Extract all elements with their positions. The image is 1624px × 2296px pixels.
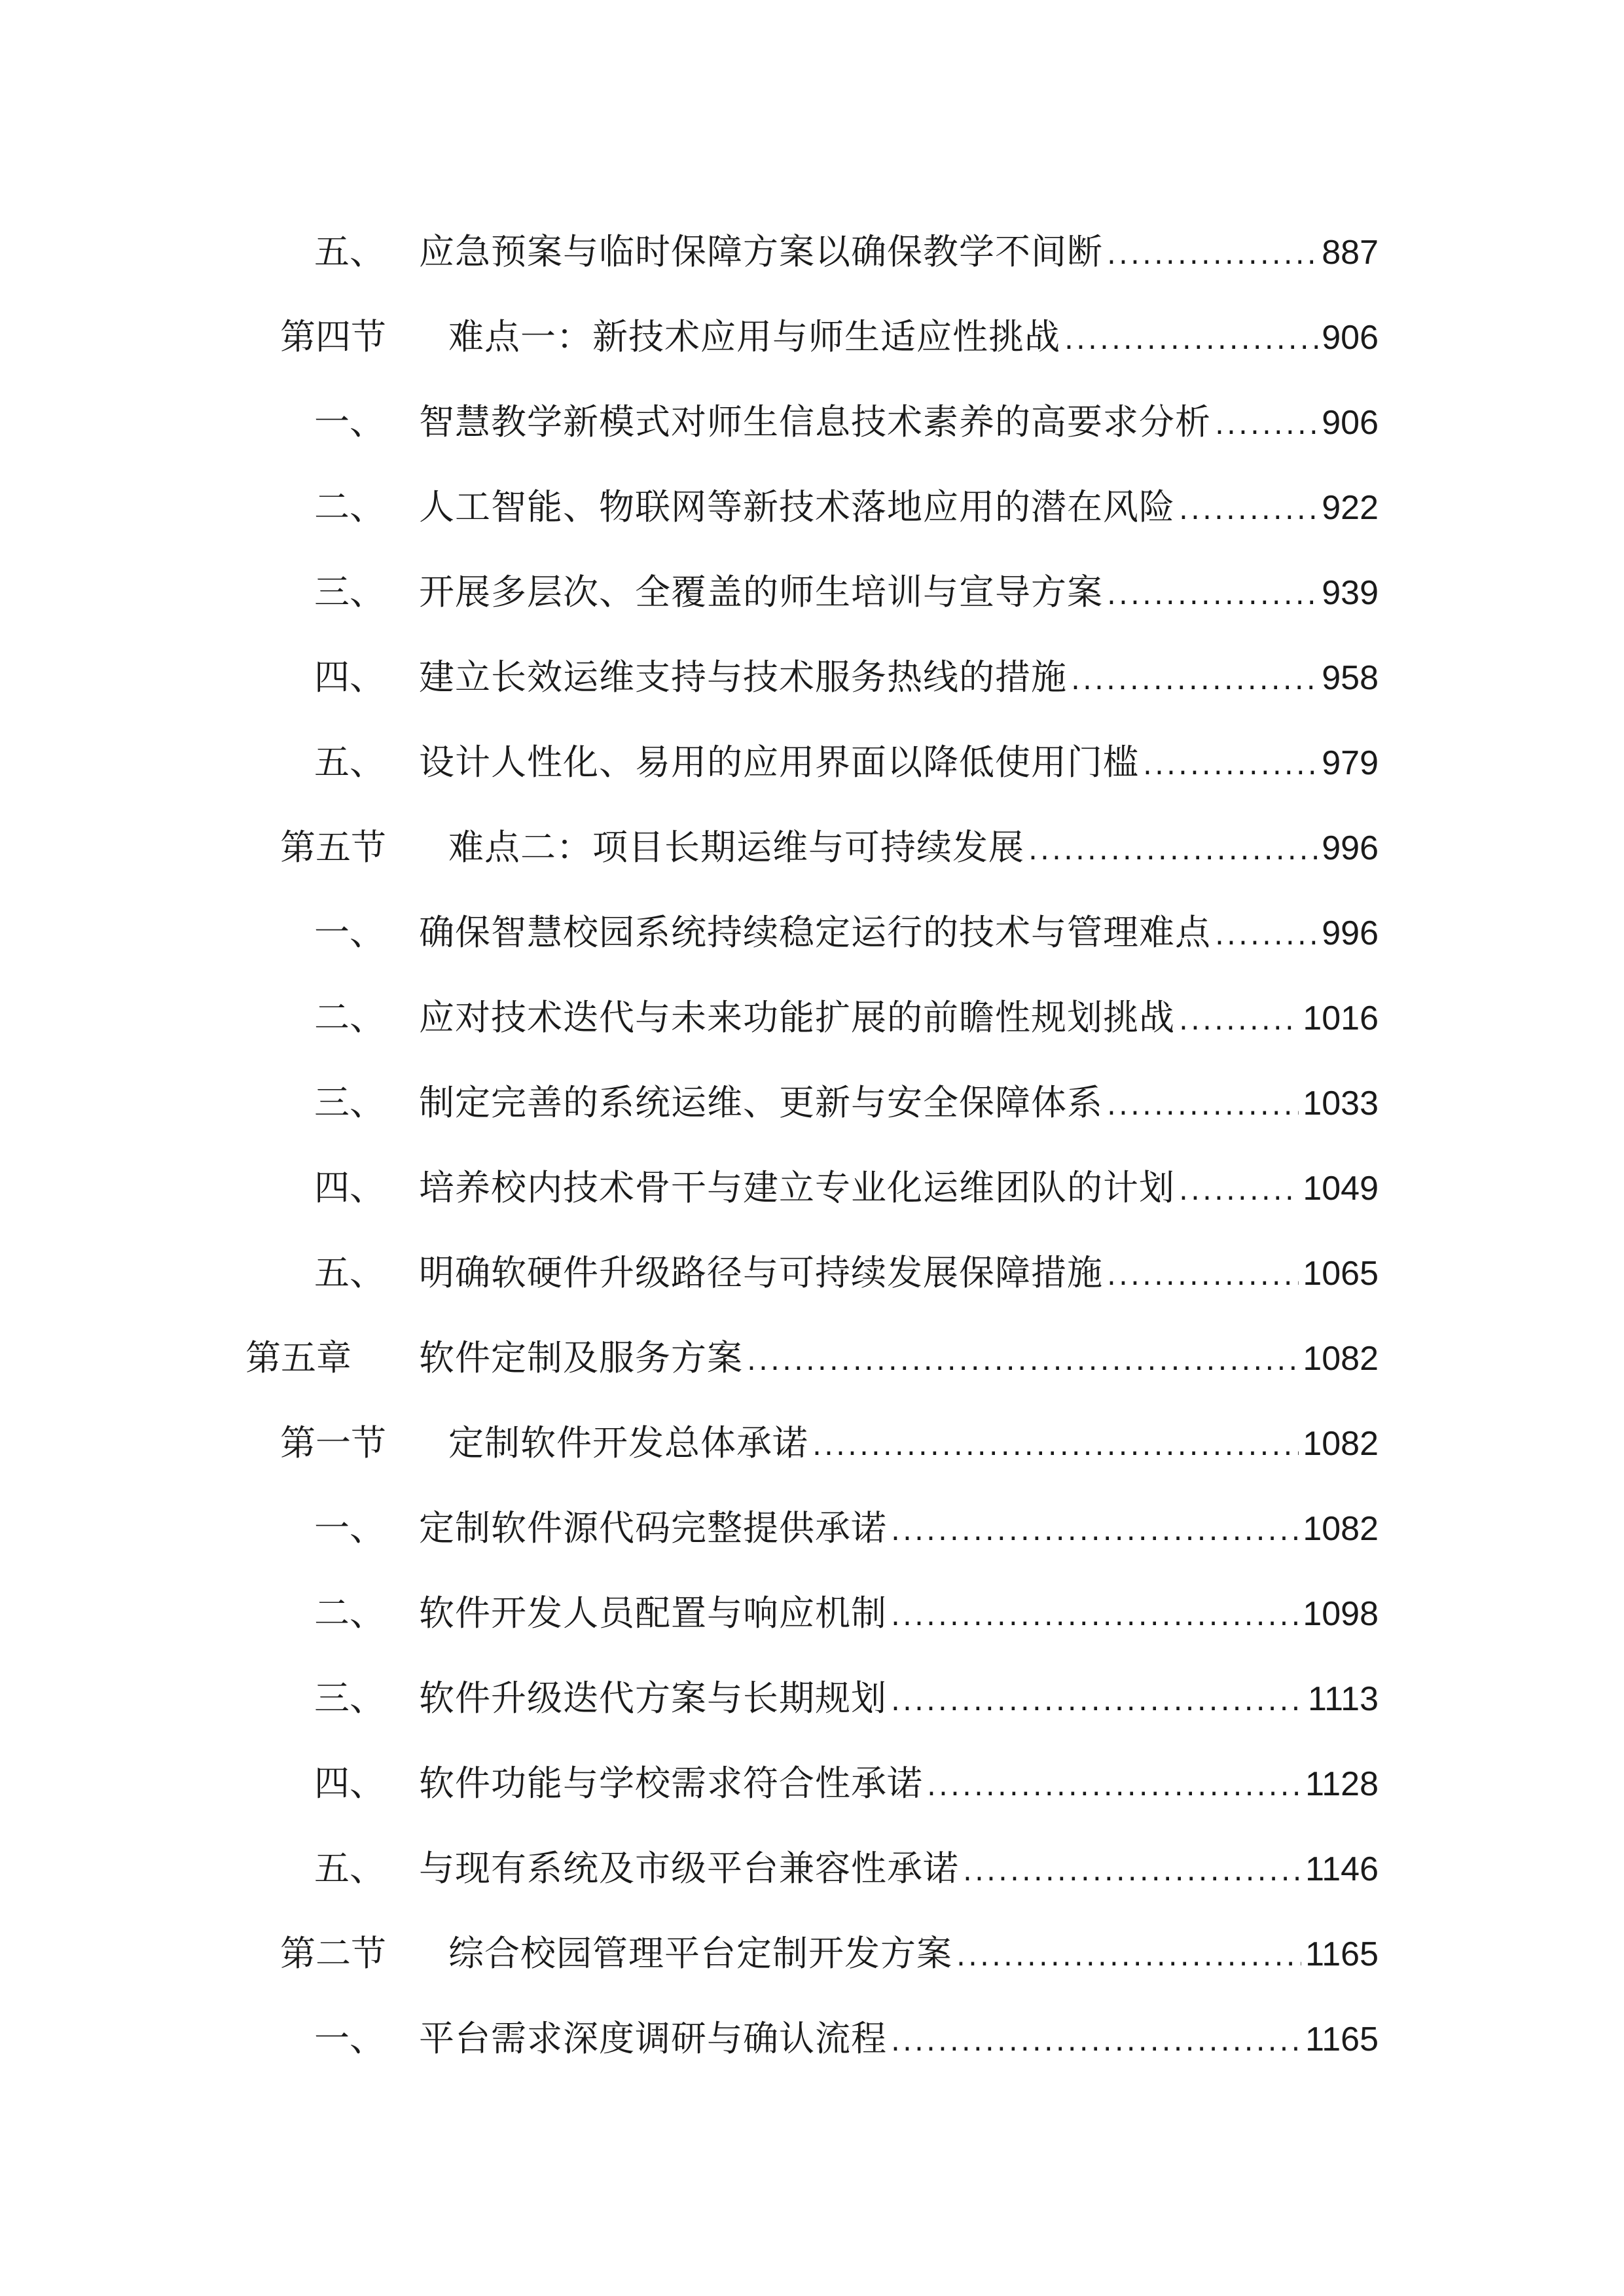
toc-entry-number: 四、 <box>314 1763 385 1804</box>
toc-entry[interactable] <box>0 1486 1624 1571</box>
dot-leader <box>963 1857 1301 1886</box>
dot-leader <box>956 1942 1301 1971</box>
toc-entry[interactable] <box>0 1571 1624 1656</box>
toc-entry-number: 第二节 <box>280 1933 386 1974</box>
toc-entry-title: 制定完善的系统运维、更新与安全保障体系 <box>419 1082 1103 1123</box>
toc-entry-page: 1113 <box>1308 1680 1379 1718</box>
toc-entry-page: 1082 <box>1303 1425 1379 1463</box>
toc-entry-page: 1049 <box>1303 1170 1379 1208</box>
toc-entry-page: 996 <box>1322 829 1379 867</box>
toc-entry-number: 一、 <box>314 912 385 953</box>
dot-leader <box>1107 1261 1299 1290</box>
toc-entry-page: 1098 <box>1303 1595 1379 1633</box>
dot-leader <box>1107 1091 1299 1120</box>
toc-entry-title: 定制软件源代码完整提供承诺 <box>419 1507 887 1549</box>
toc-entry[interactable] <box>0 550 1624 635</box>
toc-entry-number: 五、 <box>314 1252 385 1293</box>
toc-entry-page: 1128 <box>1305 1765 1379 1803</box>
toc-entry-number: 二、 <box>314 486 385 528</box>
toc-entry-page: 1146 <box>1305 1850 1379 1888</box>
toc-entry-number: 第一节 <box>280 1422 386 1463</box>
toc-entry[interactable] <box>0 295 1624 380</box>
toc-entry[interactable] <box>0 975 1624 1060</box>
toc-entry-title: 确保智慧校园系统持续稳定运行的技术与管理难点 <box>419 912 1211 953</box>
toc-entry[interactable] <box>0 1826 1624 1911</box>
toc-entry-title: 软件升级迭代方案与长期规划 <box>419 1677 887 1719</box>
toc-entry-page: 979 <box>1322 744 1379 782</box>
toc-entry-title: 难点二：项目长期运维与可持续发展 <box>448 827 1024 868</box>
toc-entry[interactable] <box>0 1741 1624 1826</box>
table-of-contents <box>0 209 1624 2081</box>
dot-leader <box>1028 836 1318 865</box>
toc-entry[interactable] <box>0 1401 1624 1486</box>
toc-entry-number: 四、 <box>314 1167 385 1208</box>
toc-entry-title: 应对技术迭代与未来功能扩展的前瞻性规划挑战 <box>419 997 1175 1038</box>
toc-entry-number: 一、 <box>314 401 385 442</box>
toc-entry-number: 第五章 <box>245 1337 352 1378</box>
toc-entry-title: 培养校内技术骨干与建立专业化运维团队的计划 <box>419 1167 1175 1208</box>
toc-entry-page: 922 <box>1322 489 1379 527</box>
dot-leader <box>747 1346 1299 1375</box>
toc-entry-title: 难点一：新技术应用与师生适应性挑战 <box>448 316 1060 357</box>
dot-leader <box>891 1687 1304 1715</box>
toc-entry[interactable] <box>0 805 1624 890</box>
dot-leader <box>891 2027 1301 2056</box>
toc-entry-title: 综合校园管理平台定制开发方案 <box>448 1933 952 1974</box>
toc-entry-title: 软件定制及服务方案 <box>419 1337 743 1378</box>
toc-entry-page: 906 <box>1322 319 1379 357</box>
dot-leader <box>1071 666 1318 694</box>
toc-entry-page: 1082 <box>1303 1510 1379 1548</box>
toc-entry-page: 1165 <box>1305 2020 1379 2058</box>
dot-leader <box>891 1516 1299 1545</box>
toc-entry-title: 定制软件开发总体承诺 <box>448 1422 808 1463</box>
dot-leader <box>1107 240 1318 269</box>
toc-entry[interactable] <box>0 465 1624 550</box>
toc-entry-page: 1082 <box>1303 1340 1379 1378</box>
toc-entry-title: 应急预案与临时保障方案以确保教学不间断 <box>419 231 1103 272</box>
dot-leader <box>1215 410 1318 439</box>
toc-entry-title: 设计人性化、易用的应用界面以降低使用门槛 <box>419 742 1139 783</box>
toc-entry-title: 平台需求深度调研与确认流程 <box>419 2018 887 2059</box>
toc-entry-number: 一、 <box>314 2018 385 2059</box>
dot-leader <box>1179 1176 1299 1205</box>
toc-entry[interactable] <box>0 1316 1624 1401</box>
toc-entry-page: 939 <box>1322 574 1379 612</box>
toc-entry-title: 与现有系统及市级平台兼容性承诺 <box>419 1848 959 1889</box>
toc-entry-number: 五、 <box>314 231 385 272</box>
dot-leader <box>891 1602 1299 1630</box>
toc-entry-title: 建立长效运维支持与技术服务热线的措施 <box>419 656 1067 698</box>
dot-leader <box>1107 581 1318 609</box>
toc-entry[interactable] <box>0 380 1624 465</box>
toc-entry-page: 1165 <box>1305 1935 1379 1973</box>
toc-entry-title: 明确软硬件升级路径与可持续发展保障措施 <box>419 1252 1103 1293</box>
toc-entry-number: 第五节 <box>280 827 386 868</box>
dot-leader <box>1215 921 1318 950</box>
toc-entry-page: 1033 <box>1303 1085 1379 1122</box>
toc-entry-title: 软件功能与学校需求符合性承诺 <box>419 1763 923 1804</box>
dot-leader <box>812 1431 1299 1460</box>
toc-entry[interactable] <box>0 1996 1624 2081</box>
toc-entry-title: 开展多层次、全覆盖的师生培训与宣导方案 <box>419 571 1103 613</box>
dot-leader <box>1064 325 1318 354</box>
toc-entry[interactable] <box>0 1911 1624 1996</box>
toc-entry-page: 996 <box>1322 914 1379 952</box>
toc-entry[interactable] <box>0 1060 1624 1145</box>
toc-entry-page: 1065 <box>1303 1255 1379 1293</box>
dot-leader <box>1179 495 1318 524</box>
toc-entry[interactable] <box>0 1656 1624 1741</box>
toc-entry-number: 三、 <box>314 571 385 613</box>
toc-entry[interactable] <box>0 1145 1624 1230</box>
toc-entry[interactable] <box>0 635 1624 720</box>
toc-entry-number: 四、 <box>314 656 385 698</box>
toc-entry-page: 958 <box>1322 659 1379 697</box>
toc-entry[interactable] <box>0 720 1624 805</box>
toc-entry[interactable] <box>0 890 1624 975</box>
toc-entry-title: 软件开发人员配置与响应机制 <box>419 1592 887 1634</box>
toc-entry-number: 三、 <box>314 1677 385 1719</box>
dot-leader <box>1179 1006 1299 1035</box>
toc-entry-number: 五、 <box>314 1848 385 1889</box>
dot-leader <box>927 1772 1301 1801</box>
toc-entry-number: 第四节 <box>280 316 386 357</box>
toc-entry-number: 三、 <box>314 1082 385 1123</box>
toc-entry-number: 二、 <box>314 997 385 1038</box>
toc-entry[interactable] <box>0 1230 1624 1316</box>
toc-entry-number: 五、 <box>314 742 385 783</box>
dot-leader <box>1143 751 1318 780</box>
toc-entry-title: 智慧教学新模式对师生信息技术素养的高要求分析 <box>419 401 1211 442</box>
toc-entry-page: 887 <box>1322 234 1379 272</box>
toc-entry-number: 一、 <box>314 1507 385 1549</box>
toc-entry-title: 人工智能、物联网等新技术落地应用的潜在风险 <box>419 486 1175 528</box>
toc-entry[interactable] <box>0 209 1624 295</box>
toc-entry-number: 二、 <box>314 1592 385 1634</box>
toc-entry-page: 1016 <box>1303 999 1379 1037</box>
toc-entry-page: 906 <box>1322 404 1379 442</box>
